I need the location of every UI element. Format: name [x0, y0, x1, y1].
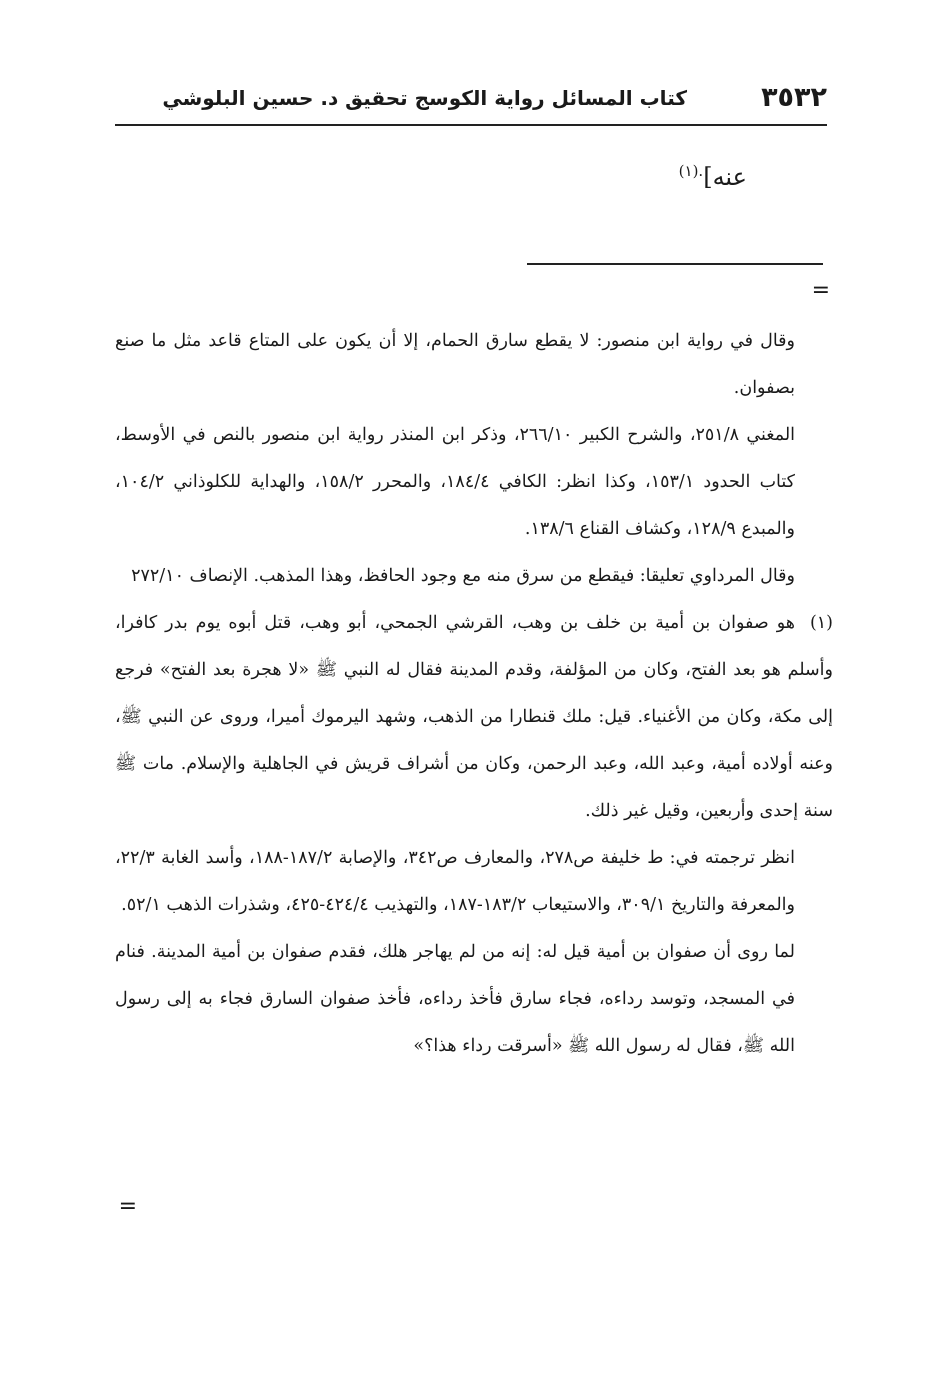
main-text	[679, 162, 747, 191]
footnote-1-paragraph	[115, 600, 833, 835]
footnote-1-text: هو صفوان بن أمية بن خلف بن وهب، القرشي الجمحي، أبو وهب، قتل أبوه يوم بدر كافرا، وأسلم هو بعد الفتح، وكان من المؤلفة، وقدم المدينة فقال له النبي ﷺ «لا هجرة بعد الفتح» فرجع إلى مكة، وكان من الأغنياء. قيل: ملك قنطارا من الذهب، وشهد اليرموك أميرا، وروى عن النبي ﷺ، وعنه أولاده أمية، وعبد الله، وعبد الرحمن، وكان من أشراف قريش في الجاهلية والإسلام. مات ﷺ سنة إحدى وأربعين، وقيل غير ذلك.	[115, 613, 833, 821]
footnotes-section	[115, 318, 833, 1070]
footnote-continued-paragraph: وقال في رواية ابن منصور: لا يقطع سارق الحمام، إلا أن يكون على المتاع قاعد مثل ما صنع بصفوان.	[115, 331, 795, 398]
continuation-mark-bottom: =	[118, 1194, 137, 1219]
footnote-1-story: لما روى أن صفوان بن أمية قيل له: إنه من لم يهاجر هلك، فقدم صفوان بن أمية المدينة. فنام في المسجد، وتوسد رداءه، فجاء سارق فأخذ رداءه، فأخذ صفوان السارق فجاء به إلى رسول الله ﷺ، فقال له رسول الله ﷺ «أسرقت رداء هذا؟»	[115, 942, 795, 1056]
footnote-1-number: (١)	[809, 613, 833, 633]
page-number: ٣٥٣٢	[761, 82, 827, 113]
footnote-continued-references: المغني ٢٥١/٨، والشرح الكبير ٢٦٦/١٠، وذكر ابن المنذر رواية ابن منصور بالنص في الأوسط، كتاب الحدود ١٥٣/١، وكذا انظر: الكافي ١٨٤/٤، والمحرر ١٥٨/٢، والهداية للكلوذاني ١٠٤/٢، والمبدع ١٢٨/٩، وكشاف القناع ١٣٨/٦.	[115, 425, 796, 539]
continuation-mark-top: =	[811, 278, 830, 303]
running-title: كتاب المسائل رواية الكوسج تحقيق د. حسين البلوشي	[162, 86, 687, 110]
page-header	[115, 78, 827, 126]
footnote-separator	[527, 263, 823, 265]
main-text-body: عنه]	[703, 163, 747, 191]
footnote-reference: .(١)	[678, 162, 704, 180]
footnote-1-sources: انظر ترجمته في: ط خليفة ص٢٧٨، والمعارف ص٣٤٢، والإصابة ١٨٧/٢-١٨٨، وأسد الغابة ٢٢/٣، والمعرفة والتاريخ ٣٠٩/١، والاستيعاب ١٨٣/٢-١٨٧، والتهذيب ٤٢٤/٤-٤٢٥، وشذرات الذهب ٥٢/١.	[115, 848, 795, 915]
footnote-continued-note: وقال المرداوي تعليقا: فيقطع من سرق منه مع وجود الحافظ، وهذا المذهب. الإنصاف ٢٧٢/١٠	[131, 566, 795, 586]
